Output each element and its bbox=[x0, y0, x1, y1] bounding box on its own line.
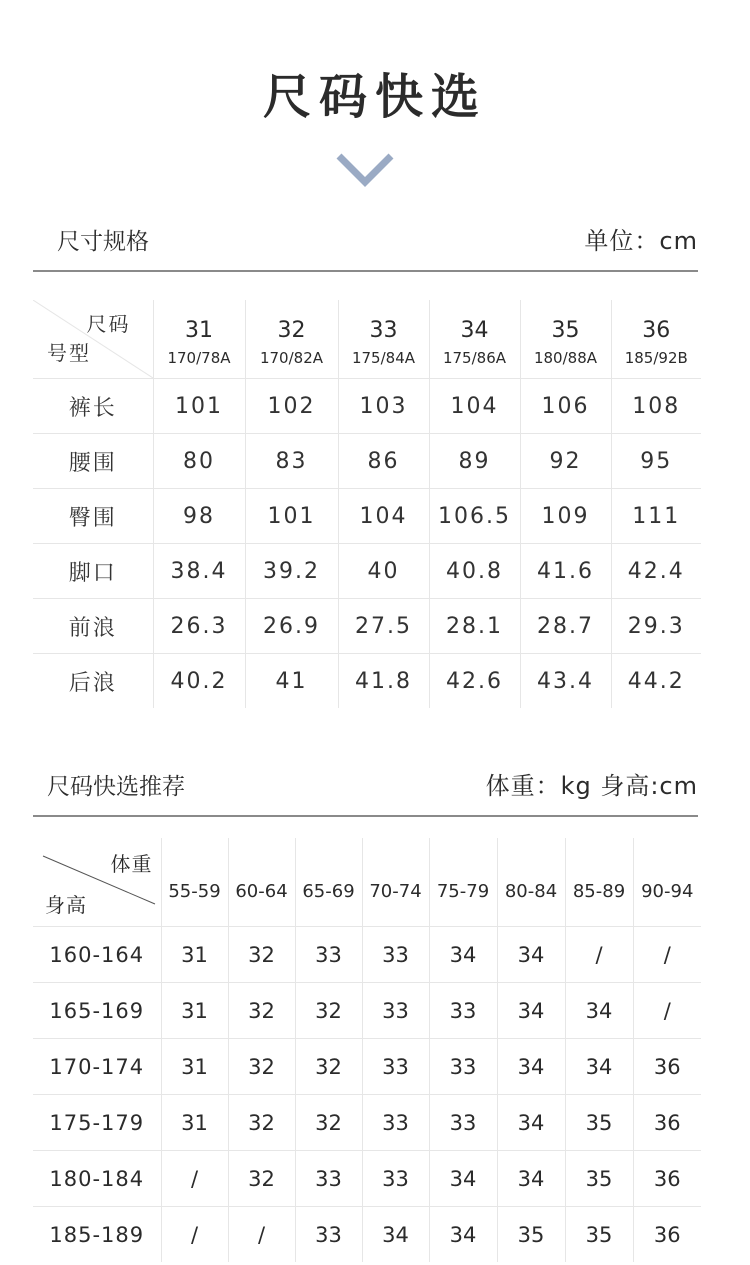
table-row bbox=[33, 927, 701, 983]
measurement-value: 95 bbox=[611, 434, 701, 489]
corner-label-height: 身高 bbox=[45, 893, 87, 917]
measurement-value: 103 bbox=[338, 379, 429, 434]
size-number: 32 bbox=[277, 317, 306, 343]
measurement-label: 后浪 bbox=[68, 670, 117, 696]
measurement-label: 脚口 bbox=[33, 544, 153, 599]
size-number: 36 bbox=[642, 317, 671, 343]
recommended-size: 34 bbox=[497, 1039, 565, 1095]
recommended-size: 32 bbox=[228, 1151, 295, 1207]
measurement-value: 41.8 bbox=[338, 654, 429, 709]
table-row bbox=[33, 654, 701, 709]
recommended-size: 34 bbox=[362, 1207, 429, 1263]
recommended-size: 33 bbox=[362, 927, 429, 983]
size-spec-unit: 单位：cm bbox=[584, 227, 698, 255]
size-column-header bbox=[153, 300, 245, 379]
recommended-size: / bbox=[565, 927, 633, 983]
size-spec-title: 尺寸规格 bbox=[57, 229, 149, 255]
recommended-size: 33 bbox=[429, 1039, 497, 1095]
recommended-size: 34 bbox=[497, 927, 565, 983]
size-recommend-header-row bbox=[33, 838, 701, 927]
size-column-header bbox=[338, 300, 429, 379]
size-column-header bbox=[611, 300, 701, 379]
recommended-size: 35 bbox=[497, 1207, 565, 1263]
measurement-label: 裤长 bbox=[33, 379, 153, 434]
recommended-size: 36 bbox=[633, 1095, 701, 1151]
weight-column-header: 60-64 bbox=[228, 838, 295, 927]
recommended-size: / bbox=[161, 1151, 228, 1207]
recommended-size: 36 bbox=[633, 1151, 701, 1207]
measurement-value: 41.6 bbox=[520, 544, 611, 599]
recommended-size: 32 bbox=[228, 927, 295, 983]
measurement-value: 43.4 bbox=[520, 654, 611, 709]
measurement-value: 44.2 bbox=[611, 654, 701, 709]
recommended-size: 33 bbox=[362, 983, 429, 1039]
measurement-value: 28.1 bbox=[429, 599, 520, 654]
size-number: 31 bbox=[185, 317, 213, 343]
table-row bbox=[33, 599, 701, 654]
measurement-value: 26.9 bbox=[245, 599, 338, 654]
recommended-size: 35 bbox=[565, 1151, 633, 1207]
corner-label-type: 号型 bbox=[47, 341, 91, 365]
measurement-value: 104 bbox=[429, 379, 520, 434]
recommended-size: 33 bbox=[295, 927, 362, 983]
recommended-size: 33 bbox=[362, 1095, 429, 1151]
size-spec-header bbox=[33, 227, 698, 272]
recommended-size: 33 bbox=[295, 1151, 362, 1207]
table-row bbox=[33, 544, 701, 599]
recommended-size: 33 bbox=[362, 1039, 429, 1095]
size-type: 170/82A bbox=[259, 348, 324, 367]
size-spec-corner-cell bbox=[33, 300, 153, 379]
size-recommend-title: 尺码快选推荐 bbox=[47, 774, 185, 800]
recommended-size: 32 bbox=[228, 983, 295, 1039]
measurement-label: 臀围 bbox=[33, 489, 153, 544]
measurement-value: 80 bbox=[153, 434, 245, 489]
recommended-size: 31 bbox=[161, 927, 228, 983]
recommended-size: 32 bbox=[295, 983, 362, 1039]
measurement-value: 40 bbox=[338, 544, 429, 599]
measurement-value: 101 bbox=[153, 379, 245, 434]
height-range-label: 165-169 bbox=[33, 983, 161, 1039]
table-row bbox=[33, 1207, 701, 1263]
height-range-label: 160-164 bbox=[33, 927, 161, 983]
height-range-label: 185-189 bbox=[49, 1222, 145, 1247]
measurement-value: 38.4 bbox=[153, 544, 245, 599]
corner-label-size: 尺码 bbox=[86, 312, 131, 336]
measurement-value: 42.4 bbox=[611, 544, 701, 599]
recommended-size: 32 bbox=[295, 1039, 362, 1095]
weight-column-header: 75-79 bbox=[429, 838, 497, 927]
size-spec-header-row bbox=[33, 300, 701, 379]
measurement-value: 41 bbox=[245, 654, 338, 709]
recommended-size: 34 bbox=[429, 927, 497, 983]
recommended-size: 36 bbox=[633, 1207, 701, 1263]
measurement-value: 106.5 bbox=[429, 489, 520, 544]
table-row bbox=[33, 1095, 701, 1151]
recommended-size: 32 bbox=[228, 1095, 295, 1151]
table-row bbox=[33, 379, 701, 434]
size-recommend-unit: 体重：kg 身高:cm bbox=[485, 772, 698, 800]
page-title: 尺码快选 bbox=[262, 69, 487, 125]
weight-column-header: 65-69 bbox=[295, 838, 362, 927]
table-row bbox=[33, 1151, 701, 1207]
measurement-value: 86 bbox=[338, 434, 429, 489]
measurement-value: 98 bbox=[153, 489, 245, 544]
recommended-size: 36 bbox=[633, 1039, 701, 1095]
weight-column-header: 90-94 bbox=[633, 838, 701, 927]
measurement-value: 83 bbox=[245, 434, 338, 489]
measurement-value: 108 bbox=[611, 379, 701, 434]
weight-column-header: 55-59 bbox=[161, 838, 228, 927]
recommended-size: 32 bbox=[228, 1039, 295, 1095]
recommended-size: 33 bbox=[429, 1095, 497, 1151]
weight-column-header: 85-89 bbox=[565, 838, 633, 927]
recommended-size: 34 bbox=[565, 1039, 633, 1095]
measurement-value: 92 bbox=[520, 434, 611, 489]
size-type: 170/78A bbox=[167, 348, 231, 367]
height-range-label: 170-174 bbox=[33, 1039, 161, 1095]
corner-label-weight: 体重 bbox=[110, 852, 153, 876]
recommended-size: 33 bbox=[362, 1151, 429, 1207]
measurement-value: 40.8 bbox=[429, 544, 520, 599]
chevron-down-icon bbox=[335, 150, 395, 190]
measurement-value: 104 bbox=[338, 489, 429, 544]
height-range-label: 180-184 bbox=[33, 1151, 161, 1207]
measurement-value: 29.3 bbox=[611, 599, 701, 654]
weight-column-header: 70-74 bbox=[362, 838, 429, 927]
measurement-value: 42.6 bbox=[429, 654, 520, 709]
size-type: 180/88A bbox=[533, 348, 598, 367]
size-type: 185/92B bbox=[624, 348, 688, 367]
size-column-header bbox=[245, 300, 338, 379]
recommended-size: / bbox=[633, 983, 701, 1039]
measurement-value: 106 bbox=[520, 379, 611, 434]
size-recommend-table bbox=[33, 838, 701, 1262]
height-range-label: 175-179 bbox=[33, 1095, 161, 1151]
measurement-label: 腰围 bbox=[33, 434, 153, 489]
size-column-header bbox=[429, 300, 520, 379]
measurement-value: 101 bbox=[245, 489, 338, 544]
table-row bbox=[33, 1039, 701, 1095]
size-recommend-corner-cell bbox=[33, 838, 161, 927]
measurement-value: 28.7 bbox=[520, 599, 611, 654]
size-column-header bbox=[520, 300, 611, 379]
recommended-size: 34 bbox=[497, 1095, 565, 1151]
measurement-value: 89 bbox=[429, 434, 520, 489]
recommended-size: 33 bbox=[429, 983, 497, 1039]
size-recommend-header bbox=[33, 772, 698, 817]
measurement-value: 109 bbox=[520, 489, 611, 544]
measurement-value: 39.2 bbox=[245, 544, 338, 599]
size-type: 175/84A bbox=[351, 348, 416, 367]
recommended-size: 34 bbox=[497, 983, 565, 1039]
size-type: 175/86A bbox=[442, 348, 507, 367]
measurement-value: 102 bbox=[245, 379, 338, 434]
recommended-size: 31 bbox=[161, 1039, 228, 1095]
recommended-size: 34 bbox=[565, 983, 633, 1039]
recommended-size: 31 bbox=[161, 983, 228, 1039]
recommended-size: 35 bbox=[565, 1207, 633, 1263]
recommended-size: / bbox=[633, 927, 701, 983]
recommended-size: / bbox=[228, 1207, 295, 1263]
table-row bbox=[33, 489, 701, 544]
measurement-value: 27.5 bbox=[338, 599, 429, 654]
weight-column-header: 80-84 bbox=[497, 838, 565, 927]
recommended-size: 31 bbox=[161, 1095, 228, 1151]
size-spec-table bbox=[33, 300, 701, 708]
recommended-size: 34 bbox=[429, 1207, 497, 1263]
size-number: 34 bbox=[460, 317, 489, 343]
recommended-size: 35 bbox=[565, 1095, 633, 1151]
table-row bbox=[33, 983, 701, 1039]
measurement-value: 40.2 bbox=[153, 654, 245, 709]
size-number: 35 bbox=[551, 317, 580, 343]
measurement-value: 26.3 bbox=[153, 599, 245, 654]
recommended-size: 32 bbox=[295, 1095, 362, 1151]
recommended-size: 34 bbox=[429, 1151, 497, 1207]
measurement-label: 前浪 bbox=[33, 599, 153, 654]
measurement-value: 111 bbox=[611, 489, 701, 544]
table-row bbox=[33, 434, 701, 489]
recommended-size: 34 bbox=[497, 1151, 565, 1207]
size-number: 33 bbox=[369, 317, 398, 343]
recommended-size: / bbox=[161, 1207, 228, 1263]
recommended-size: 33 bbox=[295, 1207, 362, 1263]
